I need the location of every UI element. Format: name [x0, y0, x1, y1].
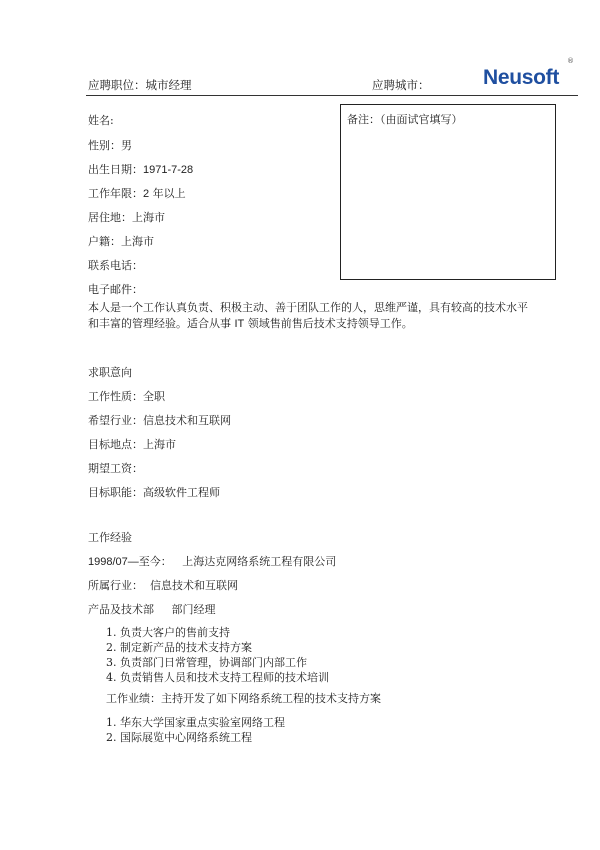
intent-role: 目标职能：高级软件工程师: [88, 486, 220, 499]
years-label: 工作年限：: [88, 187, 143, 200]
birth-field: [88, 161, 193, 177]
duty-item: 1. 负责大客户的售前支持: [106, 626, 230, 639]
experience-industry-value: 信息技术和互联网: [150, 579, 238, 592]
experience-industry-label: 所属行业：: [88, 579, 143, 592]
position-value: 城市经理: [145, 78, 192, 92]
experience-dept: 产品及技术部: [88, 603, 154, 616]
position-label: 应聘职位：: [88, 78, 146, 92]
remark-label: 备注：（由面试官填写）: [347, 113, 463, 126]
experience-dept-line: [88, 601, 215, 617]
self-summary: [88, 300, 538, 332]
registered-mark: ®: [567, 57, 574, 65]
project-item: 2. 国际展览中心网络系统工程: [106, 731, 252, 744]
intent-type: 工作性质：全职: [88, 390, 165, 403]
city-applied-label: 应聘城市：: [372, 78, 430, 92]
years-value: 2: [143, 188, 150, 200]
summary-part1: 本人是一个工作认真负责、积极主动、善于团队工作的人，思维严谨，具有较高的技术水平和丰富的管理经验。适合从事: [88, 301, 528, 330]
summary-part2: 领域售前售后技术支持领导工作。: [247, 317, 413, 330]
experience-period: 1998/07—至今：: [88, 556, 172, 568]
experience-achievement: 工作业绩：主持开发了如下网络系统工程的技术支持方案: [106, 692, 381, 705]
summary-it: IT: [234, 318, 245, 330]
neusoft-logo: Neusoft: [483, 66, 560, 89]
intent-salary: 期望工资：: [88, 462, 143, 475]
remark-box: [340, 104, 556, 280]
years-field: [88, 185, 186, 201]
phone-field: 联系电话：: [88, 259, 143, 272]
hukou-field: 户籍：上海市: [88, 235, 154, 248]
gender-field: 性别：男: [88, 139, 132, 152]
position-applied: [88, 77, 192, 93]
experience-company: 上海达克网络系统工程有限公司: [182, 555, 337, 568]
experience-section-title: 工作经验: [88, 531, 132, 544]
duty-item: 3. 负责部门日常管理，协调部门内部工作: [106, 656, 307, 669]
birth-value: 1971-7-28: [143, 164, 194, 176]
project-item: 1. 华东大学国家重点实验室网络工程: [106, 716, 285, 729]
name-field: 姓名:: [88, 114, 114, 127]
header-divider: [86, 95, 578, 96]
residence-field: 居住地：上海市: [88, 211, 165, 224]
duty-item: 4. 负责销售人员和技术支持工程师的技术培训: [106, 671, 329, 684]
intent-industry: 希望行业：信息技术和互联网: [88, 414, 231, 427]
birth-label: 出生日期：: [88, 163, 143, 176]
email-field: 电子邮件：: [88, 283, 143, 296]
duty-item: 2. 制定新产品的技术支持方案: [106, 641, 252, 654]
intent-location: 目标地点：上海市: [88, 438, 176, 451]
experience-role: 部门经理: [171, 603, 216, 616]
experience-industry-line: [88, 577, 238, 593]
years-suffix: 年以上: [152, 187, 186, 200]
experience-company-line: [88, 553, 336, 569]
intent-section-title: 求职意向: [88, 366, 132, 379]
